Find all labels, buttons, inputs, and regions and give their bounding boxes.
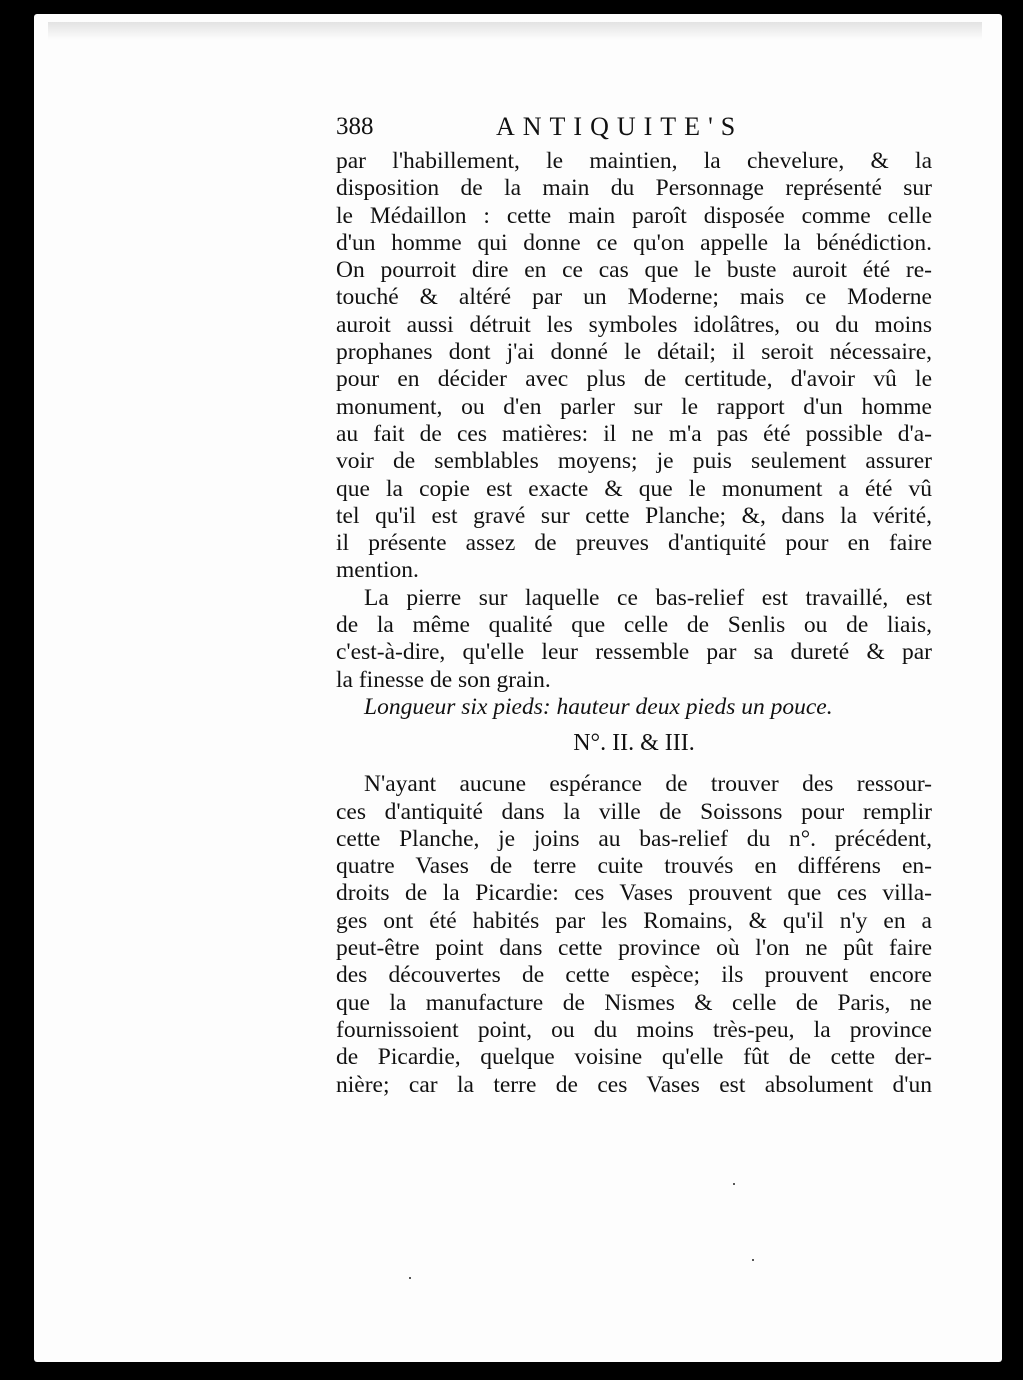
text-line: fournissoient point, ou du moins très-peu, la province xyxy=(336,1016,932,1043)
text-line: le Médaillon : cette main paroît disposée comme celle xyxy=(336,202,932,229)
text-line: de Picardie, quelque voisine qu'elle fût de cette der- xyxy=(336,1044,932,1071)
text-line: c'est-à-dire, qu'elle leur ressemble par sa dureté & par xyxy=(336,639,932,666)
text-line: que la copie est exacte & que le monument a été vû xyxy=(336,475,932,502)
paper-speck xyxy=(733,1183,735,1185)
text-line: touché & altéré par un Moderne; mais ce Moderne xyxy=(336,284,932,311)
text-line: nière; car la terre de ces Vases est absolument d'un xyxy=(336,1071,932,1098)
text-line: prophanes dont j'ai donné le détail; il seroit nécessaire, xyxy=(336,339,932,366)
running-title: ANTIQUITE'S xyxy=(496,112,744,141)
text-line: tel qu'il est gravé sur cette Planche; &, dans la vérité, xyxy=(336,502,932,529)
text-line: par l'habillement, le maintien, la chevelure, & la xyxy=(336,148,932,174)
text-line: quatre Vases de terre cuite trouvés en différens en- xyxy=(336,853,932,880)
paragraph-2 xyxy=(336,585,932,694)
page-header xyxy=(336,106,932,148)
text-line: voir de semblables moyens; je puis seulement assurer xyxy=(336,448,932,475)
paragraph-3 xyxy=(336,771,932,1099)
text-line: N'ayant aucune espérance de trouver des ressour- xyxy=(364,771,932,798)
page-text-block xyxy=(336,106,932,1099)
text-line: de la même qualité que celle de Senlis ou de liais, xyxy=(336,612,932,639)
text-line: que la manufacture de Nismes & celle de Paris, ne xyxy=(336,989,932,1016)
text-line: disposition de la main du Personnage représenté sur xyxy=(336,175,932,202)
paper-speck xyxy=(409,1277,411,1279)
text-line: La pierre sur laquelle ce bas-relief est travaillé, est xyxy=(364,584,932,611)
text-line: droits de la Picardie: ces Vases prouvent que ces villa- xyxy=(336,880,932,907)
text-line: pour en décider avec plus de certitude, d'avoir vû le xyxy=(336,366,932,393)
text-line: cette Planche, je joins au bas-relief du n°. précédent, xyxy=(336,825,932,852)
text-line: d'un homme qui donne ce qu'on appelle la bénédiction. xyxy=(336,229,932,256)
text-line: peut-être point dans cette province où l'on ne pût faire xyxy=(336,935,932,962)
text-line: ges ont été habités par les Romains, & qu'il n'y en a xyxy=(336,907,932,934)
paper-speck xyxy=(752,1259,754,1261)
text-line: il présente assez de preuves d'antiquité pour en faire xyxy=(336,530,932,557)
text-line: On pourroit dire en ce cas que le buste auroit été re- xyxy=(336,257,932,284)
text-line: au fait de ces matières: il ne m'a pas été possible d'a- xyxy=(336,420,932,447)
text-line: auroit aussi détruit les symboles idolâtres, ou du moins xyxy=(336,311,932,338)
text-line: ces d'antiquité dans la ville de Soissons pour remplir xyxy=(336,798,932,825)
section-title: N°. II. & III. xyxy=(573,730,695,757)
paragraph-1 xyxy=(336,148,932,585)
text-line: des découvertes de cette espèce; ils prouvent encore xyxy=(336,962,932,989)
text-line: mention. xyxy=(336,557,419,584)
text-line: la finesse de son grain. xyxy=(336,666,551,693)
page-edge-shadow xyxy=(48,22,982,40)
text-line: monument, ou d'en parler sur le rapport d'un homme xyxy=(336,393,932,420)
dimensions-line: Longueur six pieds: hauteur deux pieds un pouce. xyxy=(364,693,833,720)
page-number: 388 xyxy=(336,113,374,140)
